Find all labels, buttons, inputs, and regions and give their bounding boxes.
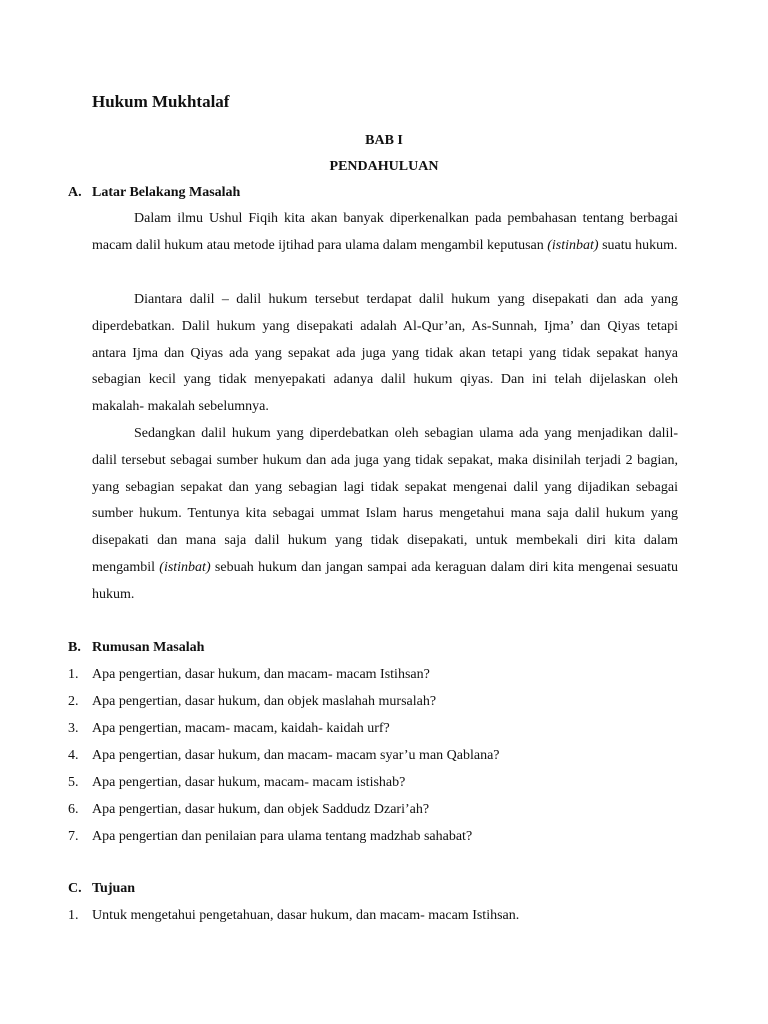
document-title: Hukum Mukhtalaf: [92, 92, 230, 111]
list-item-text: Apa pengertian, macam- macam, kaidah- kaidah urf?: [92, 721, 390, 736]
paragraph-1-text: Dalam ilmu Ushul Fiqih kita akan banyak diperkenalkan pada pembahasan tentang berbagai macam dalil hukum atau metode ijtihad para ulama dalam mengambil keputusan: [92, 211, 678, 253]
section-b-heading: [68, 640, 204, 656]
paragraph-2: [92, 287, 678, 421]
list-item-number: 7.: [68, 829, 79, 844]
list-item: [68, 661, 688, 688]
list-item: [68, 796, 688, 823]
chapter-number: BAB I: [365, 133, 403, 148]
list-item-text: Apa pengertian dan penilaian para ulama tentang madzhab sahabat?: [92, 829, 473, 844]
section-b-label: B.: [68, 640, 81, 655]
chapter-title: PENDAHULUAN: [329, 159, 439, 174]
section-c-title: Tujuan: [92, 881, 136, 896]
list-item-text: Apa pengertian, dasar hukum, dan objek maslahah mursalah?: [92, 694, 437, 709]
paragraph-1: [92, 206, 678, 260]
list-item-text: Apa pengertian, dasar hukum, macam- macam istishab?: [92, 775, 406, 790]
list-item-number: 2.: [68, 694, 79, 709]
paragraph-3: [92, 421, 678, 609]
list-item-text: Apa pengertian, dasar hukum, dan macam- macam Istihsan?: [92, 667, 430, 682]
paragraph-1-italic: (istinbat): [547, 237, 599, 253]
list-item: [68, 688, 688, 715]
list-item: [68, 902, 688, 929]
section-c-label: C.: [68, 881, 82, 896]
list-item-number: 5.: [68, 775, 79, 790]
list-item-number: 6.: [68, 802, 79, 817]
list-item-number: 1.: [68, 667, 79, 682]
paragraph-3-text: Sedangkan dalil hukum yang diperdebatkan oleh sebagian ulama ada yang menjadikan dalil- dalil tersebut sebagai sumber hukum dan ada juga yang tidak sepakat, maka disinilah terjadi 2 bagian, yang sebagian sepakat dan yang sebagian lagi tidak sepakat mengenai dalil yang dijadikan sebagai sumber hukum. Tentunya kita sebagai ummat Islam harus mengetahui mana saja dalil hukum yang disepakati dan mana saja dalil hukum yang tidak disepakati, untuk membekali diri kita dalam mengambil: [92, 426, 678, 575]
paragraph-2-text: Diantara dalil – dalil hukum tersebut terdapat dalil hukum yang disepakati dan ada yang diperdebatkan. Dalil hukum yang disepakati adalah Al-Qur’an, As-Sunnah, Ijma’ dan Qiyas tetapi antara Ijma dan Qiyas ada yang sepakat ada juga yang tidak akan tetapi yang tidak sepakat hanya sebagian kecil yang tidak menyepakati adanya dalil hukum qiyas. Dan ini telah dijelaskan oleh makalah- makalah sebelumnya.: [92, 292, 678, 415]
list-item-number: 4.: [68, 748, 79, 763]
rumusan-masalah-list: [68, 661, 688, 850]
list-item: [68, 742, 688, 769]
list-item-number: 3.: [68, 721, 79, 736]
paragraph-3-end: sebuah hukum dan jangan sampai ada keraguan dalam diri kita mengenai sesuatu hukum.: [92, 559, 678, 602]
list-item: [68, 769, 688, 796]
section-a-heading: [68, 185, 240, 201]
section-c-heading: [68, 881, 135, 897]
list-item-number: 1.: [68, 908, 79, 923]
paragraph-3-italic: (istinbat): [159, 559, 211, 575]
section-a-label: A.: [68, 185, 82, 200]
section-a-title: Latar Belakang Masalah: [92, 185, 241, 200]
list-item: [68, 715, 688, 742]
tujuan-list: [68, 902, 688, 929]
list-item-text: Untuk mengetahui pengetahuan, dasar hukum, dan macam- macam Istihsan.: [92, 908, 520, 923]
list-item: [68, 823, 688, 850]
list-item-text: Apa pengertian, dasar hukum, dan objek Saddudz Dzari’ah?: [92, 802, 430, 817]
list-item-text: Apa pengertian, dasar hukum, dan macam- macam syar’u man Qablana?: [92, 748, 500, 763]
paragraph-1-end: suatu hukum.: [598, 237, 678, 253]
section-b-title: Rumusan Masalah: [92, 640, 205, 655]
